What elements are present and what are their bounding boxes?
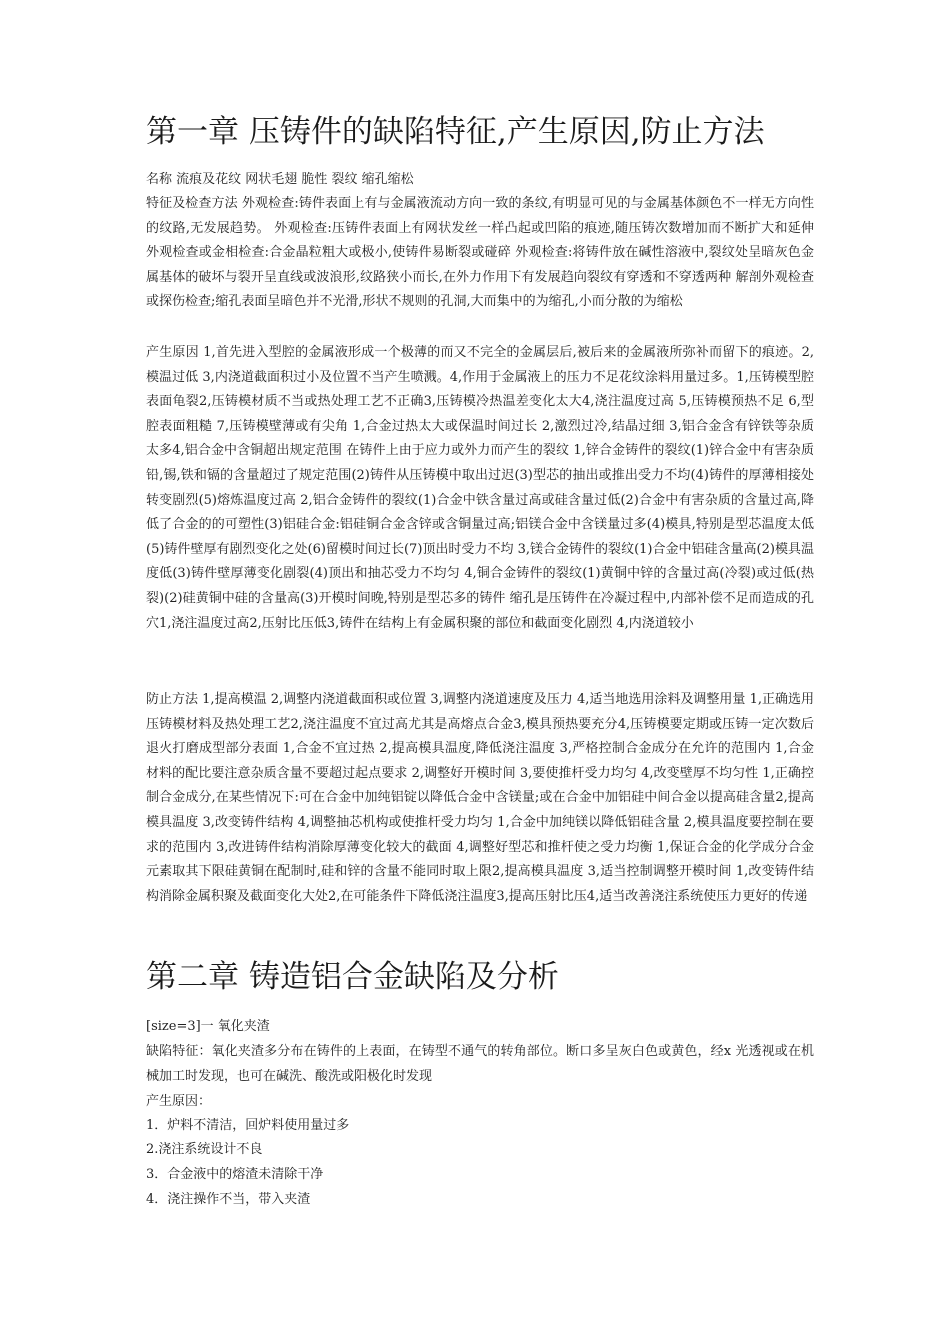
- section-heading: [size=3]一 氧化夹渣: [146, 1019, 270, 1034]
- chapter-2-title: 第二章 铸造铝合金缺陷及分析: [146, 959, 559, 995]
- defect-names-row: 名称 流痕及花纹 网状毛翅 脆性 裂纹 缩孔缩松: [146, 172, 414, 187]
- defect-features-paragraph: 缺陷特征：氧化夹渣多分布在铸件的上表面，在铸型不通气的转角部位。断口多呈灰白色或黄色，经x 光透视或在机械加工时发现，也可在碱洗、酸洗或阳极化时发现: [146, 1044, 814, 1084]
- list-item: 2.浇注系统设计不良: [146, 1142, 263, 1157]
- features-paragraph: 特征及检查方法 外观检查:铸件表面上有与金属液流动方向一致的条纹,有明显可见的与金属基体颜色不一样无方向性的纹路,无发展趋势。 外观检查:压铸件表面上有网状发丝一样凸起或凹陷的痕迹,随压铸次数增加而不断扩大和延伸 外观检查或金相检查:合金晶粒粗大或极小,使铸件易断裂或碰碎 外观检查:将铸件放在碱性溶液中,裂纹处呈暗灰色金属基体的破坏与裂开呈直线或波浪形,纹路狭小而长,在外力作用下有发展趋向裂纹有穿透和不穿透两种 解剖外观检查或探伤检查;缩孔表面呈暗色并不光滑,形状不规则的孔洞,大而集中的为缩孔,小而分散的为缩松: [146, 196, 814, 310]
- list-item: 3．合金液中的熔渣未清除干净: [146, 1167, 324, 1182]
- causes-paragraph: 产生原因 1,首先进入型腔的金属液形成一个极薄的而又不完全的金属层后,被后来的金属液所弥补而留下的痕迹。2,模温过低 3,内浇道截面积过小及位置不当产生喷溅。4,作用于金属液上的压力不足花纹涂料用量过多。1,压铸模型腔表面龟裂2,压铸模材质不当或热处理工艺不正确3,压铸模冷热温差变化太大4,浇注温度过高 5,压铸模预热不足 6,型腔表面粗糙 7,压铸模壁薄或有尖角 1,合金过热太大或保温时间过长 2,激烈过冷,结晶过细 3,铝合金含有锌铁等杂质太多4,铝合金中含铜超出规定范围 在铸件上由于应力或外力而产生的裂纹 1,锌合金铸件的裂纹(1)锌合金中有害杂质铅,锡,铁和镉的含量超过了规定范围(2)铸件从压铸模中取出过迟(3)型芯的抽出或推出受力不均(4)铸件的厚薄相接处转变剧烈(5)熔炼温度过高 2,铝合金铸件的裂纹(1)合金中铁含量过高或硅含量过低(2)合金中有害杂质的含量过高,降低了合金的的可塑性(3)铝硅合金:铝硅铜合金含锌或含铜量过高;铝镁合金中含镁量过多(4)模具,特别是型芯温度太低(5)铸件壁厚有剧烈变化之处(6)留模时间过长(7)顶出时受力不均 3,镁合金铸件的裂纹(1)合金中铝硅含量高(2)模具温度低(3)铸件壁厚薄变化剧裂(4)顶出和抽芯受力不均匀 4,铜合金铸件的裂纹(1)黄铜中锌的含量过高(冷裂)或过低(热裂)(2)硅黄铜中硅的含量高(3)开模时间晚,特别是型芯多的铸件 缩孔是压铸件在冷凝过程中,内部补偿不足而造成的孔穴1,浇注温度过高2,压射比压低3,铸件在结构上有金属积聚的部位和截面变化剧烈 4,内浇道较小: [146, 345, 814, 631]
- chapter-1-title: 第一章 压铸件的缺陷特征,产生原因,防止方法: [146, 114, 765, 150]
- prevention-paragraph: 防止方法 1,提高模温 2,调整内浇道截面积或位置 3,调整内浇道速度及压力 4,适当地选用涂料及调整用量 1,正确选用压铸模材料及热处理工艺2,浇注温度不宜过高尤其是高熔点合金3,模具预热要充分4,压铸模要定期或压铸一定次数后退火打磨成型部分表面 1,合金不宜过热 2,提高模具温度,降低浇注温度 3,严格控制合金成分在允许的范围内 1,合金材料的配比要注意杂质含量不要超过起点要求 2,调整好开模时间 3,要使推杆受力均匀 4,改变壁厚不均匀性 1,正确控制合金成分,在某些情况下:可在合金中加纯铝锭以降低合金中含镁量;或在合金中加铝硅中间合金以提高硅含量2,提高模具温度 3,改变铸件结构 4,调整抽芯机构或使推杆受力均匀 1,合金中加纯镁以降低铝硅含量 2,模具温度要控制在要求的范围内 3,改进铸件结构消除厚薄变化较大的截面 4,调整好型芯和推杆使之受力均衡 1,保证合金的化学成分合金元素取其下限硅黄铜在配制时,硅和锌的含量不能同时取上限2,提高模具温度 3,适当控制调整开模时间 1,改变铸件结构消除金属积聚及截面变化大处2,在可能条件下降低浇注温度3,提高压射比压4,适当改善浇注系统使压力更好的传递: [146, 692, 814, 904]
- list-item: 1．炉料不清洁，回炉料使用量过多: [146, 1118, 350, 1133]
- list-item: 4．浇注操作不当，带入夹渣: [146, 1192, 311, 1207]
- causes-label: 产生原因：: [146, 1094, 212, 1109]
